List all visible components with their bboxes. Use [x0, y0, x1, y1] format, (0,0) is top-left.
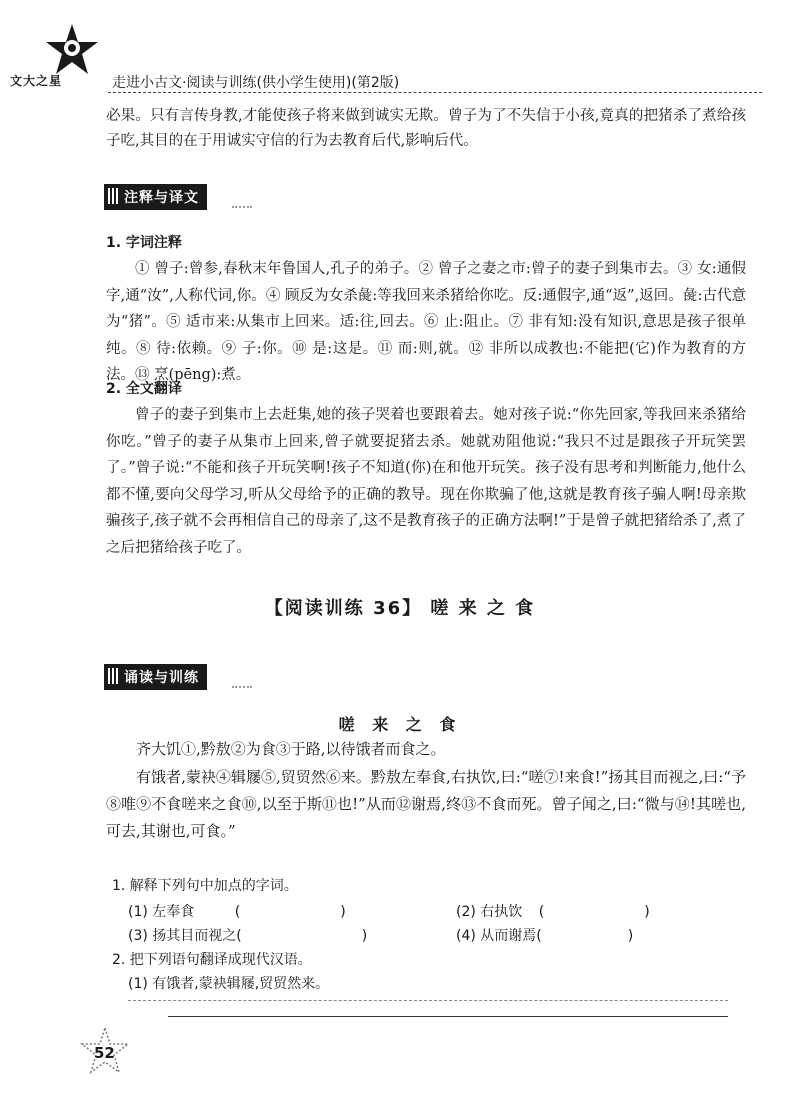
question-1c — [128, 924, 367, 948]
header-brand: 文大之星 — [10, 74, 63, 88]
answer-paren-open: ( — [236, 928, 242, 944]
answer-paren-open: ( — [536, 928, 542, 944]
question-1b — [456, 900, 650, 924]
section-tag-dots — [232, 686, 252, 688]
answer-paren-open: ( — [234, 904, 241, 920]
answer-line-2a[interactable] — [128, 1000, 728, 1001]
classic-text-title: 嗟 来 之 食 — [338, 715, 462, 734]
subhead-translation: 2. 全文翻译 — [106, 381, 182, 397]
answer-paren-open: ( — [538, 904, 545, 920]
star-logo-icon — [44, 22, 100, 78]
footer-rule — [168, 1016, 728, 1017]
header-title: 走进小古文·阅读与训练(供小学生使用)(第2版) — [112, 75, 400, 91]
question-2: 2. 把下列语句翻译成现代汉语。 — [112, 952, 312, 968]
question-1d-text: (4) 从而谢焉 — [456, 928, 537, 944]
lesson-title: 【阅读训练 36】 嗟 来 之 食 — [264, 598, 536, 619]
header-rule — [108, 92, 762, 93]
question-2a: (1) 有饿者,蒙袂辑屦,贸贸然来。 — [128, 976, 330, 992]
answer-paren-close: ) — [644, 904, 650, 920]
question-1a — [128, 900, 346, 924]
intro-paragraph: 必果。只有言传身教,才能使孩子将来做到诚实无欺。曾子为了不失信于小孩,竟真的把猪杀了煮给孩子吃,其目的在于用诚实守信的行为去教育后代,影响后代。 — [106, 108, 746, 149]
section-tag-dots — [232, 206, 252, 208]
subhead-word-notes: 1. 字词注释 — [106, 235, 182, 251]
translation-text: 曾子的妻子到集市上去赶集,她的孩子哭着也要跟着去。她对孩子说:“你先回家,等我回来杀猪给你吃。”曾子的妻子从集市上回来,曾子就要捉猪去杀。她就劝阻他说:“我只不过是跟孩子开玩笑罢了。”曾子说:“不能和孩子开玩笑啊!孩子不知道(你)在和他开玩笑。孩子没有思考和判断能力,他什么都不懂,要向父母学习,听从父母给予的正确的教导。现在你欺骗了他,这就是教育孩子骗人啊!母亲欺骗孩子,孩子就不会再相信自己的母亲了,这不是教育孩子的正确方法啊!”于是曾子就把猪给杀了,煮了之后把猪给孩子吃了。 — [106, 407, 746, 556]
classic-text-line1: 齐大饥①,黔敖②为食③于路,以待饿者而食之。 — [136, 740, 446, 758]
question-1b-text: (2) 右执饮 — [456, 904, 523, 920]
answer-paren-close: ) — [361, 928, 368, 944]
answer-paren-close: ) — [627, 928, 634, 944]
classic-text-line2: 有饿者,蒙袂④辑屦⑤,贸贸然⑥来。黔敖左奉食,右执饮,曰:“嗟⑦!来食!”扬其目而视之,曰:“予⑧唯⑨不食嗟来之食⑩,以至于斯⑪也!”从而⑫谢焉,终⑬不食而死。曾子闻之,曰:“微与⑭!其嗟也,可去,其谢也,可食。” — [106, 768, 746, 840]
question-1a-text: (1) 左奉食 — [128, 904, 195, 920]
answer-paren-close: ) — [340, 904, 346, 920]
question-1c-text: (3) 扬其目而视之 — [128, 928, 237, 944]
question-1d — [456, 924, 633, 948]
notes-text: ① 曾子:曾参,春秋末年鲁国人,孔子的弟子。② 曾子之妻之市:曾子的妻子到集市去。③ 女:通假字,通“汝”,人称代词,你。④ 顾反为女杀彘:等我回来杀猪给你吃。反:通假字,通“返”,返回。彘:古代意为“猪”。⑤ 适市来:从集市上回来。适:往,回去。⑥ 止:阻止。⑦ 非有知:没有知识,意思是孩子很单纯。⑧ 待:依赖。⑨ 子:你。⑩ 是:这是。⑪ 而:则,就。⑫ 非所以成教也:不能把(它)作为教育的方法。⑬ 烹(pēng):煮。 — [106, 261, 746, 383]
section-tag-reading: 诵读与训练 — [104, 664, 207, 690]
section-tag-notes: 注释与译文 — [104, 184, 207, 210]
question-1: 1. 解释下列句中加点的字词。 — [112, 878, 298, 894]
page-number: 52 — [94, 1044, 115, 1062]
